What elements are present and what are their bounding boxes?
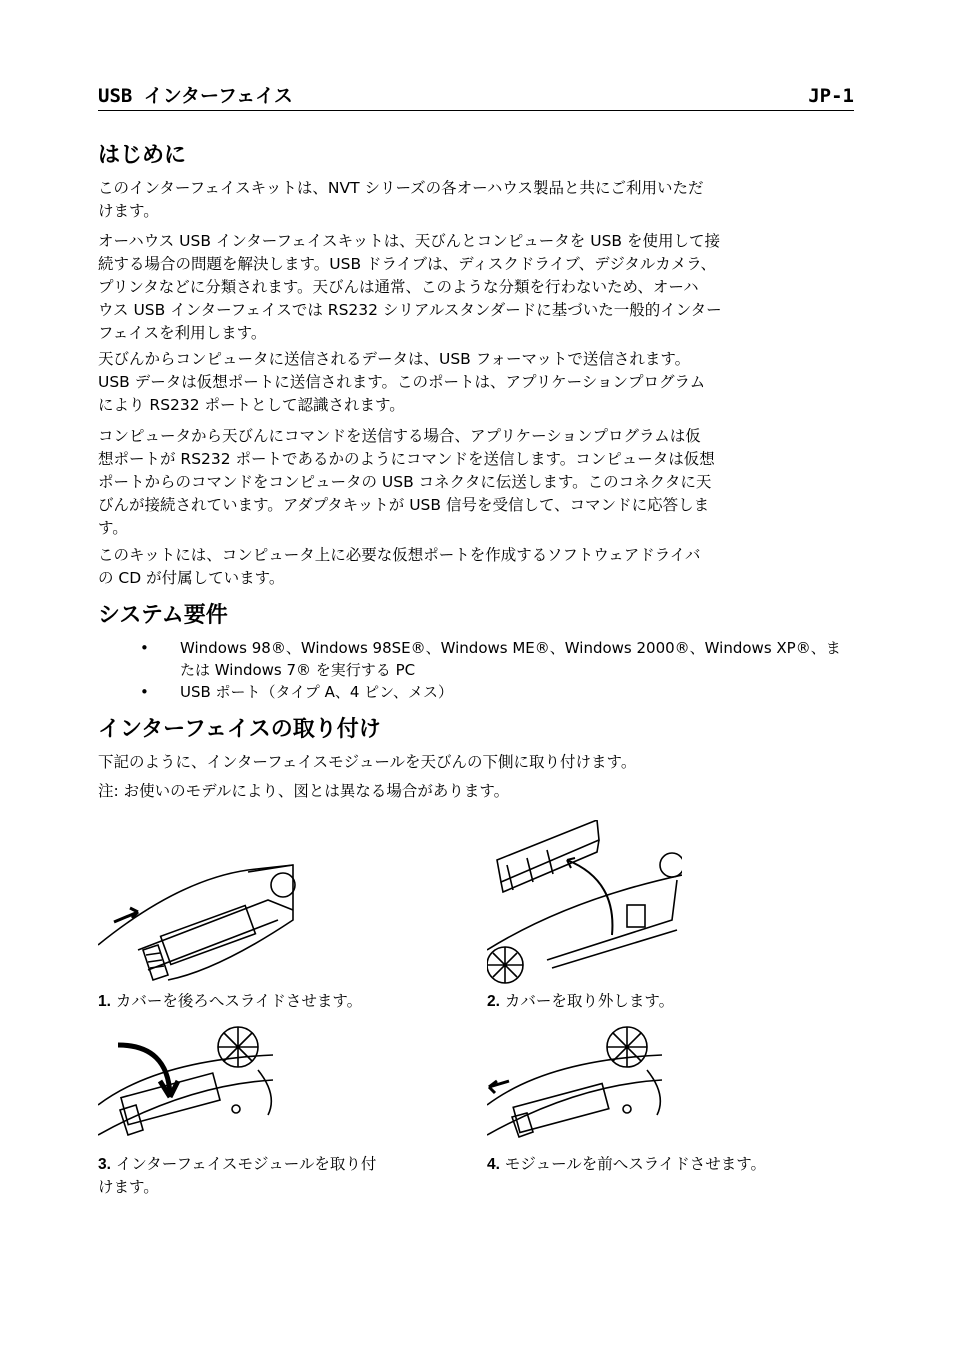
- requirements-heading: システム要件: [98, 603, 228, 628]
- step-1-caption: [98, 990, 362, 1013]
- intro-paragraph-3: [98, 348, 868, 417]
- step-number: 1.: [98, 993, 111, 1010]
- step-text: インターフェイスモジュールを取り付: [115, 1155, 377, 1173]
- text-line: フェイスを利用します。: [98, 324, 267, 342]
- step-2-caption: [487, 990, 674, 1013]
- install-paragraph: [98, 751, 868, 774]
- bullet-icon: •: [140, 639, 149, 657]
- bullet-icon: •: [140, 683, 149, 701]
- intro-heading: はじめに: [98, 143, 187, 168]
- step-text: けます。: [98, 1178, 159, 1196]
- text-line: により RS232 ポートとして認識されます。: [98, 396, 405, 414]
- intro-paragraph-1: [98, 177, 868, 223]
- text-line: このキットには、コンピュータ上に必要な仮想ポートを作成するソフトウェアドライバ: [98, 546, 701, 564]
- text-line: 想ポートが RS232 ポートであるかのようにコマンドを送信します。コンピュータは仮想: [98, 450, 715, 468]
- text-line: プリンタなどに分類されます。天びんは通常、このような分類を行わないため、オーハ: [98, 278, 699, 296]
- text-line: このインターフェイスキットは、NVT シリーズの各オーハウス製品と共にご利用いただ: [98, 179, 704, 197]
- header-title: USB インターフェイス: [98, 85, 293, 107]
- text-line: オーハウス USB インターフェイスキットは、天びんとコンピュータを USB を使用して接: [98, 232, 720, 250]
- intro-paragraph-4: [98, 425, 868, 540]
- page-header: [98, 84, 854, 111]
- text-line: ポートからのコマンドをコンピュータの USB コネクタに伝送します。このコネクタに天: [98, 473, 712, 491]
- intro-paragraph-2: [98, 230, 868, 345]
- list-item: [140, 637, 860, 681]
- install-note: [98, 780, 868, 803]
- text-line: USB ポート（タイプ A、4 ピン、メス）: [180, 683, 453, 701]
- text-line: USB データは仮想ポートに送信されます。このポートは、アプリケーションプログラム: [98, 373, 706, 391]
- figure-step-1: [98, 850, 298, 990]
- step-text: カバーを後ろへスライドさせます。: [115, 992, 363, 1010]
- page-number: JP-1: [808, 85, 854, 107]
- figure-step-4: [487, 1025, 667, 1150]
- step-text: モジュールを前へスライドさせます。: [504, 1155, 767, 1173]
- text-line: ウス USB インターフェイスでは RS232 シリアルスタンダードに基づいた一般的インター: [98, 301, 722, 319]
- list-item: [140, 681, 860, 703]
- intro-paragraph-5: [98, 544, 868, 590]
- step-3-caption: [98, 1153, 376, 1199]
- requirements-list: [140, 637, 860, 703]
- text-line: の CD が付属しています。: [98, 569, 285, 587]
- figure-step-2: [487, 820, 682, 990]
- text-line: す。: [98, 519, 128, 537]
- step-text: カバーを取り外します。: [504, 992, 675, 1010]
- step-number: 4.: [487, 1156, 500, 1173]
- figure-step-3: [98, 1025, 278, 1150]
- text-line: びんが接続されています。アダプタキットが USB 信号を受信して、コマンドに応答しま: [98, 496, 710, 514]
- text-line: 天びんからコンピュータに送信されるデータは、USB フォーマットで送信されます。: [98, 350, 691, 368]
- text-line: 注: お使いのモデルにより、図とは異なる場合があります。: [98, 782, 510, 800]
- step-4-caption: [487, 1153, 766, 1176]
- text-line: Windows 98®、Windows 98SE®、Windows ME®、Windows 2000®、Windows XP®、ま: [180, 639, 841, 657]
- text-line: 続する場合の問題を解決します。USB ドライブは、ディスクドライブ、デジタルカメラ、: [98, 255, 716, 273]
- text-line: けます。: [98, 202, 159, 220]
- text-line: たは Windows 7® を実行する PC: [180, 661, 416, 679]
- install-heading: インターフェイスの取り付け: [98, 717, 381, 742]
- text-line: 下記のように、インターフェイスモジュールを天びんの下側に取り付けます。: [98, 753, 637, 771]
- text-line: コンピュータから天びんにコマンドを送信する場合、アプリケーションプログラムは仮: [98, 427, 701, 445]
- step-number: 3.: [98, 1156, 111, 1173]
- step-number: 2.: [487, 993, 500, 1010]
